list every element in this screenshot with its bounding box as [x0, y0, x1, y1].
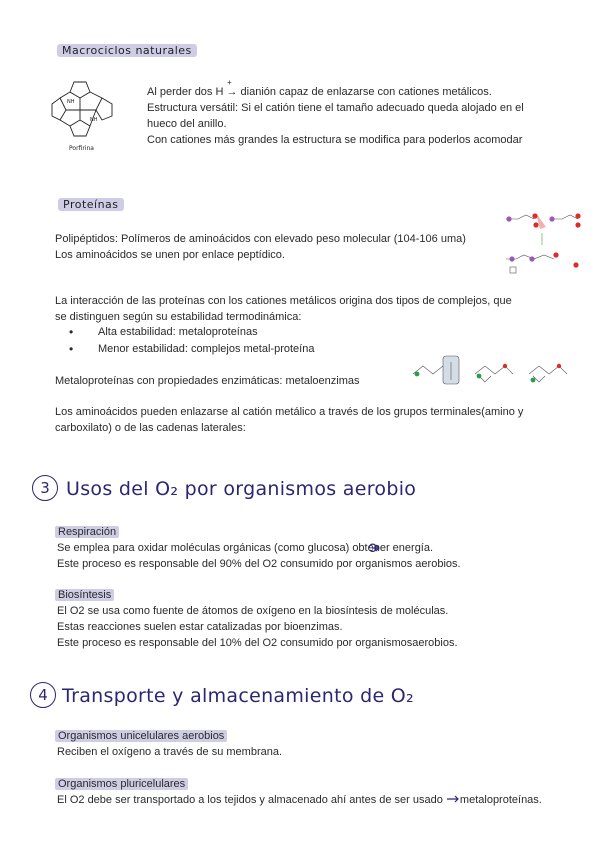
peptide-bond-figure	[500, 205, 586, 277]
superscript-plus: +	[227, 78, 232, 87]
proteins-para2-line1: La interacción de las proteínas con los cationes metálicos origina dos tipos de complejos, que	[55, 295, 512, 307]
amino-acid-figure	[405, 352, 575, 396]
section-number-3: 3	[32, 475, 58, 501]
metalloenzymes-line: Metaloproteínas con propiedades enzimáticas: metaloenzimas	[55, 375, 360, 387]
section-4-title: Transporte y almacenamiento de O₂	[62, 685, 414, 707]
pluricelulares-line: El O2 debe ser transportado a los tejidos y almacenado ahí antes de ser usado metaloproteínas.	[57, 792, 542, 808]
list-item: • Alta estabilidad: metaloproteínas	[55, 324, 314, 341]
list-item: • Menor estabilidad: complejos metal-proteína	[55, 341, 314, 358]
macro-line-3: hueco del anillo.	[147, 118, 227, 130]
macro-line-1: Al perder dos H → dianión capaz de enlazarse con cationes metálicos.	[147, 86, 492, 98]
pluricelulares-label-row	[55, 776, 188, 792]
respiracion-line1: Se emplea para oxidar moléculas orgánicas (como glucosa) obtener energía.	[57, 542, 434, 554]
proteins-para1-line1: Polipéptidos: Polímeros de aminoácidos con elevado peso molecular (104-106 uma)	[55, 233, 466, 245]
subsection-label-respiracion: Respiración	[55, 526, 119, 538]
subsection-label-biosintesis: Biosíntesis	[55, 589, 114, 601]
macro-line-4: Con cationes más grandes la estructura se modifica para poderlos acomodar	[147, 134, 523, 146]
scribble-arrow-icon	[367, 541, 381, 555]
subsection-label-pluricelulares: Organismos pluricelulares	[55, 778, 188, 790]
section-3-title: Usos del O₂ por organismos aerobio	[66, 478, 417, 500]
biosintesis-line2: Estas reacciones suelen estar catalizadas por bioenzimas.	[57, 621, 343, 633]
biosintesis-label-row	[55, 587, 114, 603]
porphyrin-caption: Porfirina	[69, 145, 94, 152]
arrow-right-icon	[446, 792, 460, 808]
respiracion-label-row	[55, 524, 119, 540]
proteins-para3-line1: Los aminoácidos pueden enlazarse al catión metálico a través de los grupos terminales(amino y	[55, 406, 524, 418]
proteins-para3-line2: carboxilato) o de las cadenas laterales:	[55, 422, 246, 434]
proteins-para1-line2: Los aminoácidos se unen por enlace peptídico.	[55, 249, 285, 261]
section-label-macrociclos: Macrociclos naturales	[57, 44, 197, 57]
porphyrin-structure-icon	[50, 76, 118, 156]
section-label-proteinas: Proteínas	[58, 198, 124, 211]
section-number-4: 4	[30, 682, 56, 708]
biosintesis-line3: Este proceso es responsable del 10% del O2 consumido por organismosaerobios.	[57, 637, 458, 649]
unicelulares-label-row	[55, 728, 227, 744]
biosintesis-line1: El O2 se usa como fuente de átomos de oxígeno en la biosíntesis de moléculas.	[57, 605, 449, 617]
respiracion-line2: Este proceso es responsable del 90% del O2 consumido por organismos aerobios.	[57, 558, 461, 570]
peptide-bond-diagram-icon	[500, 205, 586, 277]
subsection-label-unicelulares: Organismos unicelulares aerobios	[55, 730, 227, 742]
unicelulares-line: Reciben el oxígeno a través de su membrana.	[57, 746, 283, 758]
svg-text:NH: NH	[90, 117, 98, 123]
macro-line-2: Estructura versátil: Si el catión tiene el tamaño adecuado queda alojado en el	[147, 102, 524, 114]
stability-list	[55, 324, 314, 358]
amino-acid-structures-icon	[405, 352, 575, 396]
porphyrin-figure	[50, 76, 118, 156]
svg-text:NH: NH	[67, 99, 75, 105]
proteins-para2-line2: se distinguen según su estabilidad termodinámica:	[55, 311, 302, 323]
